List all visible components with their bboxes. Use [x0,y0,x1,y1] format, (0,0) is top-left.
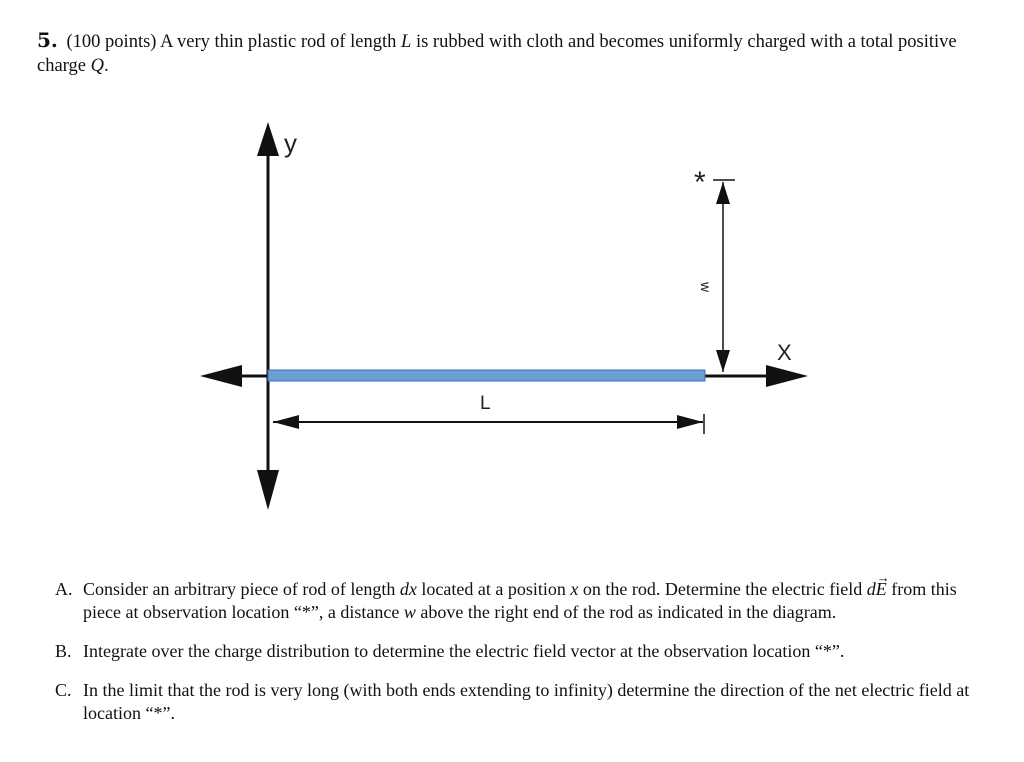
variable-w: w [403,602,416,622]
problem-points: (100 points) [66,32,157,52]
y-axis-up-arrow [257,122,279,156]
vector-E: → E [876,578,887,601]
question-letter: C. [55,680,72,700]
observation-marker: * [694,166,706,199]
charged-rod-diagram [195,122,820,520]
question-a-text-4: from this piece at observation location “*”, a distance [83,579,957,622]
x-axis-right-arrow [766,365,808,387]
variable-dE [867,579,887,599]
question-c [55,679,980,725]
length-left-arrow [273,415,299,429]
length-label: L [480,393,491,414]
y-axis-down-arrow [257,470,279,510]
question-letter: B. [55,641,72,661]
problem-text-1: A very thin plastic rod of length [160,32,397,52]
question-text [83,578,980,624]
question-text: In the limit that the rod is very long (with both ends extending to infinity) determine the direction of the net electric field at location “*”. [83,680,970,723]
question-b [55,640,980,663]
problem-text-2: is rubbed with cloth and becomes uniformly charged with a total positive charge [37,32,957,76]
question-a-text-1: Consider an arbitrary piece of rod of length [83,579,396,599]
question-text: Integrate over the charge distribution to determine the electric field vector at the observation location “*”. [83,641,845,661]
question-a-text-3: on the rod. Determine the electric field [582,579,863,599]
variable-dx: dx [399,579,417,599]
length-right-arrow [677,415,703,429]
variable-x: x [570,579,579,599]
question-a-text-2: located at a position [421,579,566,599]
w-bottom-arrow [716,350,730,372]
variable-L: L [401,32,412,52]
charged-rod [268,370,705,381]
w-label: w [698,282,714,293]
question-a-text-5: above the right end of the rod as indicated in the diagram. [420,602,837,622]
x-axis-left-arrow [200,365,242,387]
question-letter: A. [55,579,73,599]
problem-end: . [103,56,109,76]
x-axis-label: X [777,340,792,365]
question-a [55,578,980,624]
w-top-arrow [716,182,730,204]
variable-d: d [866,579,876,599]
y-axis-label: y [284,128,297,158]
problem-number: 5. [37,28,58,52]
problem-statement [37,28,987,78]
question-list [55,578,980,741]
variable-Q: Q [90,56,104,76]
